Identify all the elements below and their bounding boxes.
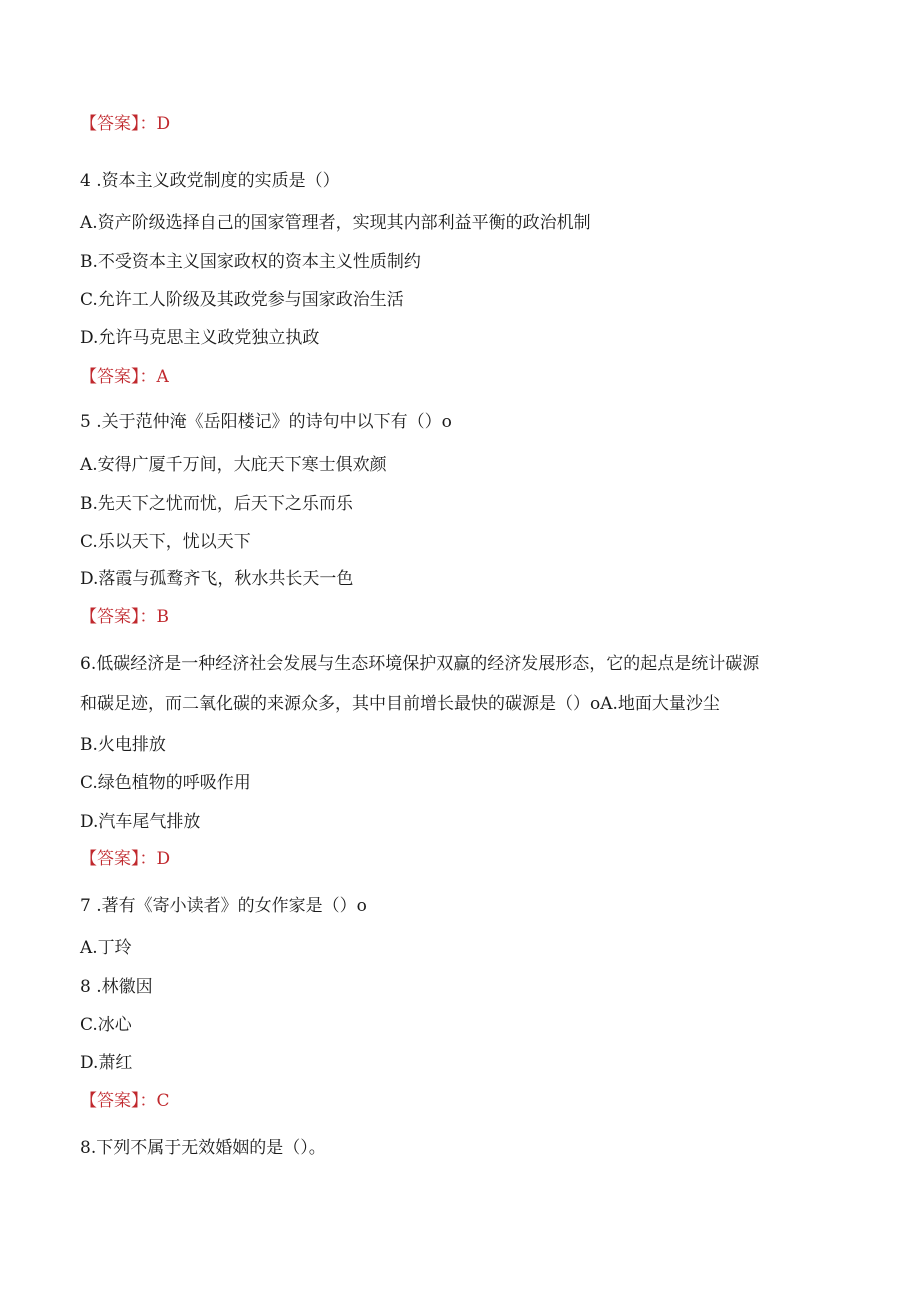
question-text: 7 .著有《寄小读者》的女作家是（）o (80, 896, 367, 916)
option-text: A.丁玲 (80, 938, 132, 958)
option-text: C.冰心 (80, 1015, 132, 1035)
option-text: 8 .林徽因 (80, 977, 153, 997)
answer-line: 【答案】：D (80, 114, 171, 134)
question-text: 6.低碳经济是一种经济社会发展与生态环境保护双赢的经济发展形态，它的起点是统计碳源 (80, 654, 760, 674)
option-text: A.安得广厦千万间，大庇天下寒士俱欢颜 (80, 455, 387, 475)
answer-line: 【答案】：D (80, 849, 171, 869)
option-text: B.先天下之忧而忧，后天下之乐而乐 (80, 494, 353, 514)
answer-line: 【答案】：A (80, 367, 169, 387)
question-text: 8.下列不属于无效婚姻的是（）。 (80, 1138, 326, 1158)
option-text: D.允许马克思主义政党独立执政 (80, 328, 320, 348)
question-text: 和碳足迹，而二氧化碳的来源众多，其中目前增长最快的碳源是（）oA.地面大量沙尘 (80, 694, 720, 714)
option-text: C.乐以天下，忧以天下 (80, 532, 251, 552)
option-text: D.落霞与孤鹜齐飞，秋水共长天一色 (80, 569, 354, 589)
option-text: C.允许工人阶级及其政党参与国家政治生活 (80, 290, 404, 310)
answer-line: 【答案】：C (80, 1091, 170, 1111)
option-text: D.汽车尾气排放 (80, 812, 201, 832)
question-text: 4 .资本主义政党制度的实质是（） (80, 171, 340, 191)
option-text: B.不受资本主义国家政权的资本主义性质制约 (80, 252, 421, 272)
option-text: C.绿色植物的呼吸作用 (80, 773, 251, 793)
option-text: D.萧红 (80, 1053, 133, 1073)
answer-line: 【答案】：B (80, 607, 169, 627)
question-text: 5 .关于范仲淹《岳阳楼记》的诗句中以下有（）o (80, 412, 452, 432)
option-text: A.资产阶级选择自己的国家管理者，实现其内部利益平衡的政治机制 (80, 213, 591, 233)
option-text: B.火电排放 (80, 735, 166, 755)
